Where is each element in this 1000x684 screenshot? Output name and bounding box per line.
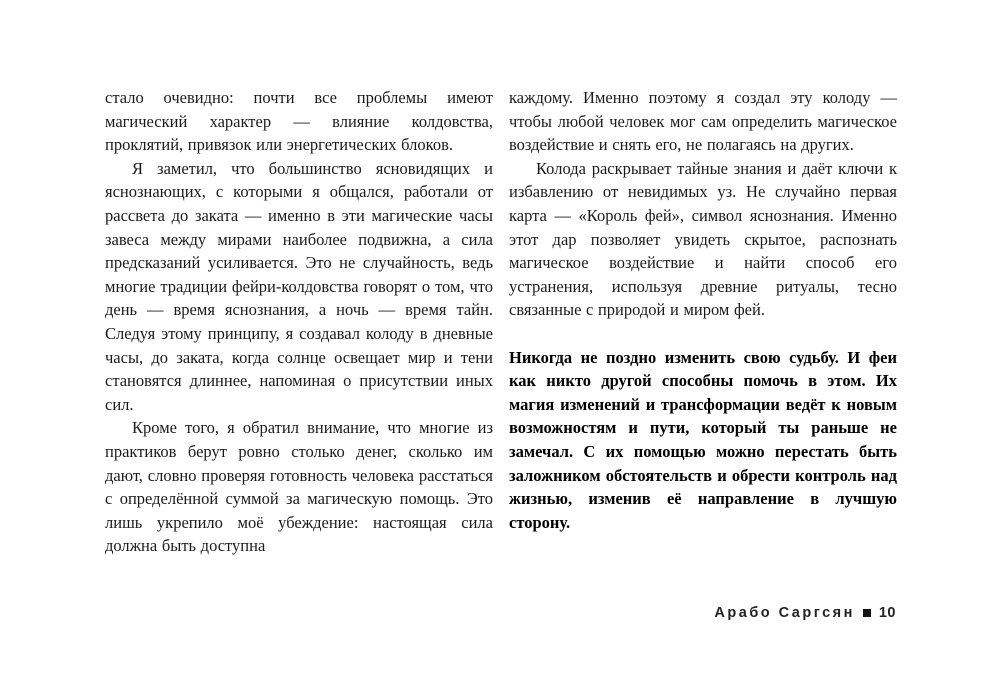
- paragraph: стало очевидно: почти все проблемы имеют магический характер — влияние колдовства, проклятий, привязок или энергетических блоков.: [105, 88, 493, 155]
- footer-author-name: Арабо Саргсян: [714, 605, 855, 621]
- paragraph: Кроме того, я обратил внимание, что многие из практиков берут ровно столько денег, сколько им дают, словно проверяя готовность человека расстаться с определённой суммой за магическую помощь. Это лишь укрепило моё убеждение: настоящая сила должна быть доступна: [105, 418, 493, 556]
- square-bullet-icon: [863, 609, 871, 617]
- paragraph: Колода раскрывает тайные знания и даёт ключи к избавлению от невидимых уз. Не случайно первая карта — «Король фей», символ яснознания. Именно этот дар позволяет увидеть скрытое, распознать магическое воздействие и найти способ его устранения, используя древние ритуалы, тесно связанные с природой и миром фей.: [509, 158, 897, 320]
- paragraph: каждому. Именно поэтому я создал эту колоду — чтобы любой человек мог сам определить магическое воздействие и снять его, не полагаясь на других.: [509, 88, 897, 155]
- text-columns: [105, 86, 897, 558]
- footer-page-number: 10: [878, 605, 896, 621]
- paragraph: Я заметил, что большинство ясновидящих и яснознающих, с которыми я общался, работали от рассвета до заката — именно в эти магические часы завеса между мирами наиболее подвижна, а сила предсказаний усиливается. Это не случайность, ведь многие традиции фейри-колдовства говорят о том, что день — время яснознания, а ночь — время тайн. Следуя этому принципу, я создавал колоду в дневные часы, до заката, когда солнце освещает мир и тени становятся длиннее, напоминая о присутствии иных сил.: [105, 158, 493, 414]
- page-footer: [714, 605, 896, 621]
- left-text-column: [105, 86, 493, 558]
- paragraph-emphasis: Никогда не поздно изменить свою судьбу. И феи как никто другой способны помочь в этом. Их магия изменений и трансформации ведёт к новым возможностям и пути, который ты раньше не замечал. С их помощью можно перестать быть заложником обстоятельств и обрести контроль над жизнью, изменив её направление в лучшую сторону.: [509, 347, 897, 532]
- right-text-column: [509, 86, 897, 558]
